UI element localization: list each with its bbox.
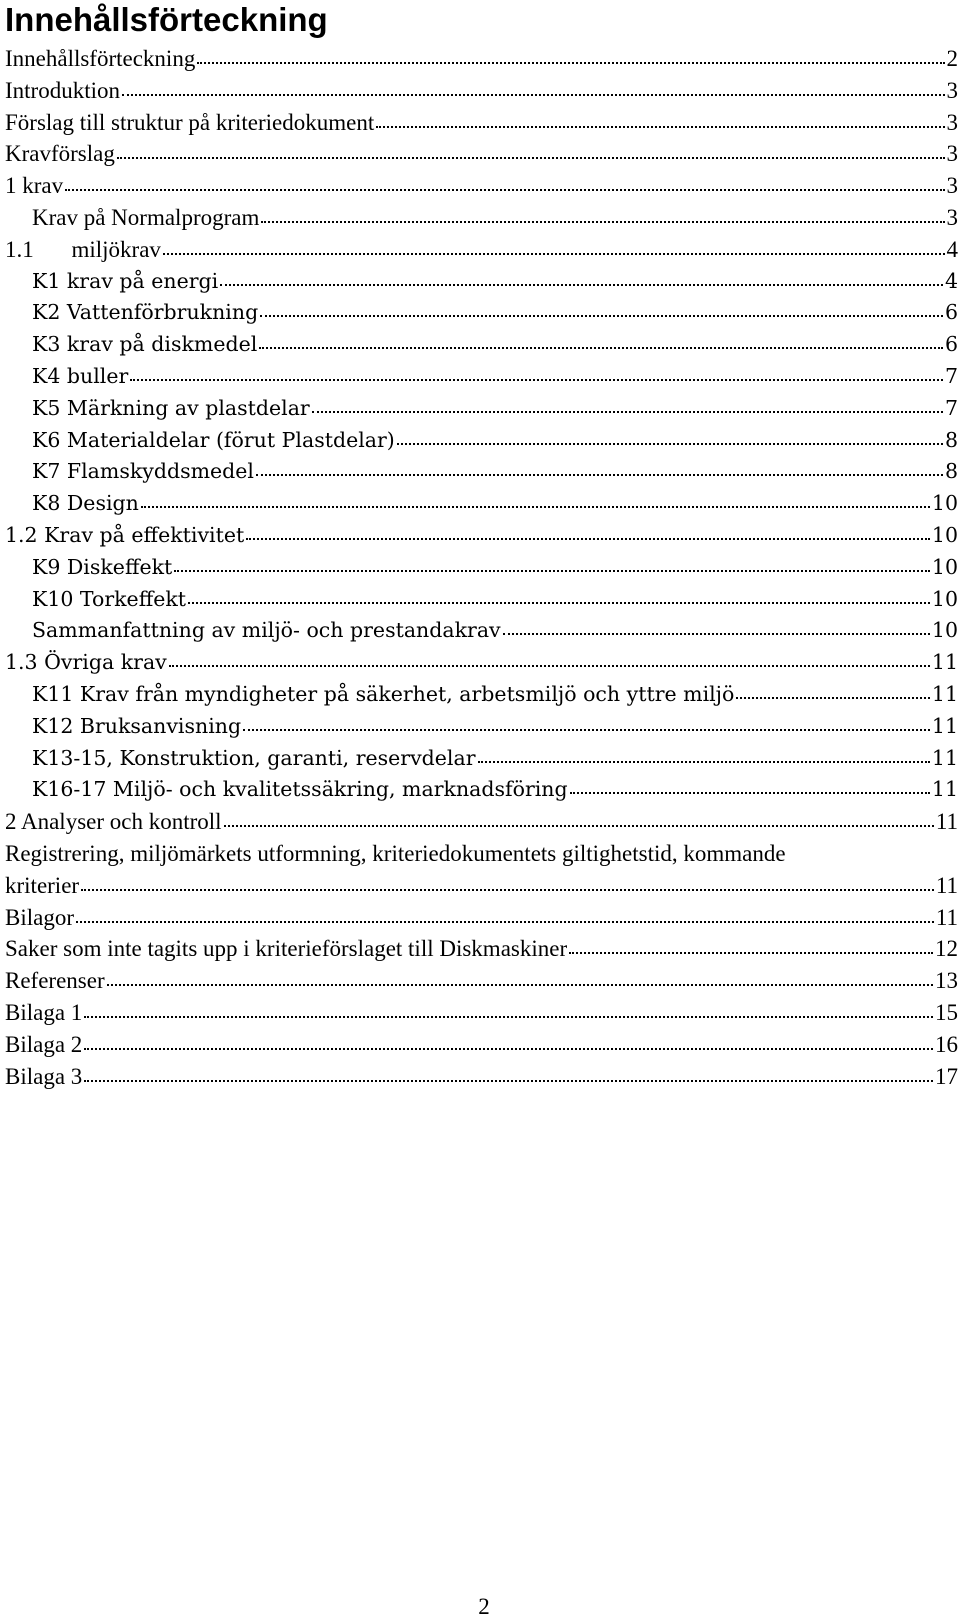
toc-entry-page: 3: [946, 204, 958, 230]
toc-entry[interactable]: [5, 393, 958, 425]
toc-entry-page: 10: [931, 554, 958, 579]
toc-entry-page: 3: [946, 173, 958, 199]
toc-entry-label: K7 Flamskyddsmedel: [32, 459, 254, 484]
toc-entry-wrapped-line[interactable]: [5, 838, 958, 870]
toc-dot-leader: [163, 252, 945, 255]
toc-entry-page: 11: [935, 809, 958, 835]
toc-dot-leader: [256, 473, 943, 476]
toc-entry[interactable]: [5, 488, 958, 520]
toc-entry[interactable]: [5, 75, 958, 107]
toc-entry-label: K13-15, Konstruktion, garanti, reservdelar: [32, 745, 476, 770]
toc-dot-leader: [65, 188, 944, 191]
toc-dot-leader: [122, 93, 945, 96]
toc-entry-label: Kravförslag: [5, 141, 115, 167]
toc-entry-page: 8: [944, 427, 958, 452]
toc-entry[interactable]: [5, 1029, 958, 1061]
toc-dot-leader: [188, 601, 930, 604]
toc-dot-leader: [84, 1047, 933, 1050]
toc-entry-page: 3: [946, 109, 958, 135]
toc-entry-label: 1.1 miljökrav: [5, 236, 161, 262]
toc-entry-label: Bilagor: [5, 904, 74, 930]
toc-entry-page: 7: [944, 363, 958, 388]
toc-entry[interactable]: [5, 997, 958, 1029]
toc-dot-leader: [117, 156, 945, 159]
toc-dot-leader: [736, 696, 930, 699]
toc-entry[interactable]: [5, 743, 958, 775]
toc-entry-label: Krav på Normalprogram: [32, 204, 260, 230]
toc-dot-leader: [312, 410, 943, 413]
toc-dot-leader: [130, 378, 943, 381]
toc-entry-label: Bilaga 2: [5, 1031, 83, 1057]
toc-entry[interactable]: [5, 266, 958, 298]
toc-entry[interactable]: [5, 234, 958, 266]
toc-heading: Innehållsförteckning: [5, 1, 328, 38]
toc-entry-page: 15: [935, 999, 958, 1025]
toc-entry-page: 11: [935, 872, 958, 898]
toc-entry-label: Introduktion: [5, 77, 120, 103]
toc-entry-label: 1 krav: [5, 173, 64, 199]
toc-entry-label: 1.2 Krav på effektivitet: [5, 522, 245, 547]
toc-entry-label: K9 Diskeffekt: [32, 554, 173, 579]
toc-entry-label: K10 Torkeffekt: [32, 586, 187, 611]
toc-entry-page: 17: [935, 1063, 958, 1089]
toc-entry-page: 10: [931, 491, 958, 516]
toc-entry[interactable]: [5, 425, 958, 457]
toc-entry-label: K12 Bruksanvisning: [32, 713, 242, 738]
toc-entry-page: 2: [946, 46, 958, 71]
toc-entry-page: 4: [944, 268, 958, 293]
toc-entry-label: Förslag till struktur på kriteriedokument: [5, 109, 375, 135]
toc-dot-leader: [107, 983, 933, 986]
page-number: 2: [478, 1594, 490, 1619]
toc-entry-label: kriterier: [5, 872, 80, 898]
toc-entry-page: 10: [931, 522, 958, 547]
toc-entry-page: 4: [946, 236, 958, 262]
toc-entry-page: 11: [931, 777, 958, 802]
toc-entry[interactable]: [5, 170, 958, 202]
toc-entry-page: 13: [935, 968, 958, 994]
toc-entry-label: K2 Vattenförbrukning: [32, 300, 259, 325]
toc-dot-leader: [220, 283, 943, 286]
toc-dot-leader: [246, 537, 930, 540]
toc-dot-leader: [569, 951, 933, 954]
toc-entry[interactable]: [5, 965, 958, 997]
toc-entry-page: 3: [946, 141, 958, 167]
toc-entry-page: 16: [935, 1031, 958, 1057]
toc-entry[interactable]: [5, 902, 958, 934]
toc-entry-label: Bilaga 3: [5, 1063, 83, 1089]
toc-entry-label: K3 krav på diskmedel: [32, 332, 258, 357]
toc-dot-leader: [76, 920, 934, 923]
toc-entry[interactable]: [5, 329, 958, 361]
toc-entry-label: K5 Märkning av plastdelar: [32, 395, 310, 420]
toc-dot-leader: [197, 61, 944, 64]
toc-dot-leader: [397, 442, 943, 445]
toc-entry-page: 12: [935, 936, 958, 962]
toc-entry[interactable]: [5, 138, 958, 170]
toc-entry-page: 10: [931, 586, 958, 611]
toc-dot-leader: [169, 664, 930, 667]
toc-list: [5, 43, 958, 1092]
toc-dot-leader: [84, 1079, 933, 1082]
toc-entry-label: K1 krav på energi: [32, 268, 219, 293]
toc-entry-label: K8 Design: [32, 491, 139, 516]
toc-entry[interactable]: [5, 1061, 958, 1093]
toc-dot-leader: [376, 125, 944, 128]
toc-entry-page: 11: [931, 713, 958, 738]
toc-entry[interactable]: [5, 520, 958, 552]
toc-entry[interactable]: [5, 774, 958, 806]
toc-entry[interactable]: [5, 456, 958, 488]
toc-entry-label: Referenser: [5, 968, 105, 994]
toc-entry[interactable]: [5, 43, 958, 75]
toc-entry-page: 11: [931, 745, 958, 770]
toc-entry[interactable]: [5, 933, 958, 965]
toc-entry-page: 11: [931, 681, 958, 706]
toc-entry-label: Saker som inte tagits upp i kriterieförslaget till Diskmaskiner: [5, 936, 568, 962]
toc-dot-leader: [224, 824, 934, 827]
toc-entry-label: K6 Materialdelar (förut Plastdelar): [32, 427, 395, 452]
toc-entry-label: Sammanfattning av miljö- och prestandakrav: [32, 618, 501, 643]
toc-entry[interactable]: [5, 870, 958, 902]
toc-dot-leader: [260, 314, 943, 317]
toc-dot-leader: [259, 346, 943, 349]
toc-entry-page: 6: [944, 332, 958, 357]
toc-entry[interactable]: [5, 615, 958, 647]
toc-entry-label: 2 Analyser och kontroll: [5, 809, 222, 835]
toc-entry-label: K16-17 Miljö- och kvalitetssäkring, marknadsföring: [32, 777, 568, 802]
toc-entry[interactable]: [5, 647, 958, 679]
toc-entry-label: K11 Krav från myndigheter på säkerhet, arbetsmiljö och yttre miljö: [32, 681, 735, 706]
toc-dot-leader: [81, 888, 934, 891]
toc-entry-label: Innehållsförteckning: [5, 46, 196, 71]
toc-dot-leader: [261, 220, 944, 223]
toc-entry-label: Registrering, miljömärkets utformning, kriteriedokumentets giltighetstid, kommande: [5, 840, 786, 866]
toc-entry[interactable]: [5, 711, 958, 743]
toc-entry-page: 8: [944, 459, 958, 484]
toc-entry-page: 6: [944, 300, 958, 325]
toc-entry-page: 10: [931, 618, 958, 643]
toc-entry[interactable]: [5, 361, 958, 393]
toc-dot-leader: [570, 791, 930, 794]
toc-entry-label: K4 buller: [32, 363, 129, 388]
toc-dot-leader: [478, 760, 930, 763]
toc-dot-leader: [243, 728, 930, 731]
toc-entry[interactable]: [5, 107, 958, 139]
toc-entry[interactable]: [5, 679, 958, 711]
toc-entry-page: 11: [931, 650, 958, 675]
toc-entry[interactable]: [5, 584, 958, 616]
toc-dot-leader: [503, 632, 930, 635]
toc-entry-page: 3: [946, 77, 958, 103]
toc-entry-page: 11: [935, 904, 958, 930]
toc-entry[interactable]: [5, 806, 958, 838]
toc-entry-page: 7: [944, 395, 958, 420]
toc-dot-leader: [141, 505, 930, 508]
toc-entry[interactable]: [5, 552, 958, 584]
toc-dot-leader: [174, 569, 930, 572]
toc-entry[interactable]: [5, 202, 958, 234]
toc-entry[interactable]: [5, 297, 958, 329]
toc-entry-label: Bilaga 1: [5, 999, 83, 1025]
toc-dot-leader: [84, 1015, 933, 1018]
toc-entry-label: 1.3 Övriga krav: [5, 650, 167, 675]
